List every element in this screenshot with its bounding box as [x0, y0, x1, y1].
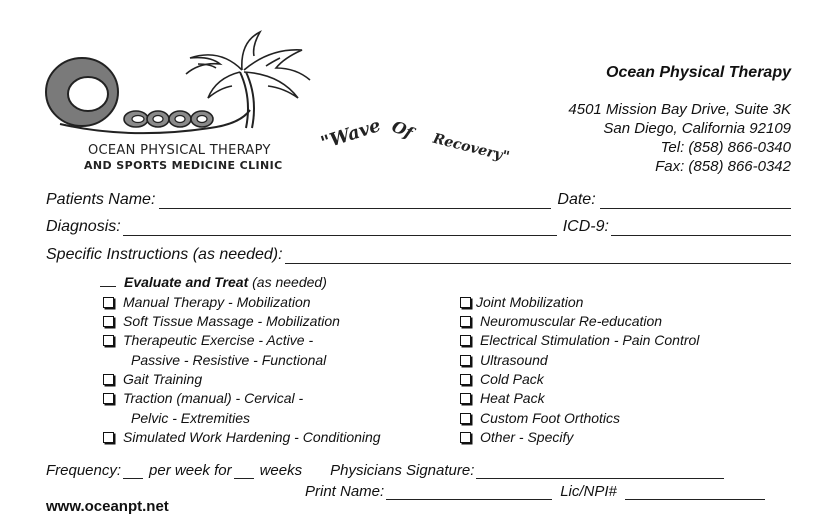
- per-week-label: per week for: [149, 462, 232, 479]
- checkbox[interactable]: [103, 393, 114, 404]
- instructions-label: Specific Instructions (as needed):: [46, 246, 283, 263]
- checkbox[interactable]: [103, 316, 114, 327]
- checklist-item[interactable]: Soft Tissue Massage - Mobilization: [103, 313, 340, 329]
- print-name-field[interactable]: [386, 488, 552, 500]
- clinic-name-line2: AND SPORTS MEDICINE CLINIC: [84, 159, 283, 172]
- checkbox[interactable]: [460, 413, 471, 424]
- contact-block: [568, 64, 791, 176]
- checklist-item[interactable]: Custom Foot Orthotics: [460, 410, 620, 426]
- diagnosis-field[interactable]: [123, 222, 557, 236]
- print-name-label: Print Name:: [305, 483, 385, 500]
- checkbox[interactable]: [103, 297, 114, 308]
- patient-date-row: [46, 191, 791, 209]
- icd-label: ICD-9:: [562, 218, 609, 235]
- checklist-item[interactable]: Cold Pack: [460, 371, 544, 387]
- instructions-row: [46, 246, 791, 264]
- fax-number: Fax: (858) 866-0342: [655, 158, 791, 175]
- checkbox[interactable]: [460, 316, 471, 327]
- date-field[interactable]: [600, 195, 791, 209]
- checklist-item[interactable]: Electrical Stimulation - Pain Control: [460, 332, 699, 348]
- checklist-item[interactable]: Heat Pack: [460, 390, 545, 406]
- clinic-logo: [40, 28, 340, 178]
- frequency-signature-row: [46, 462, 724, 479]
- weeks-field[interactable]: [234, 467, 254, 479]
- checkbox[interactable]: [460, 335, 471, 346]
- checkbox[interactable]: [103, 432, 114, 443]
- address-line-2: San Diego, California 92109: [603, 120, 791, 137]
- website-link[interactable]: www.oceanpt.net: [46, 498, 169, 515]
- frequency-label: Frequency:: [46, 462, 122, 479]
- checkbox[interactable]: [103, 335, 114, 346]
- checklist-item[interactable]: Simulated Work Hardening - Conditioning: [103, 429, 381, 445]
- weeks-label: weeks: [259, 462, 303, 479]
- clinic-name-line1: OCEAN PHYSICAL THERAPY: [88, 143, 271, 158]
- practice-name: Ocean Physical Therapy: [606, 64, 791, 81]
- evaluate-note: (as needed): [248, 274, 327, 290]
- patient-name-field[interactable]: [159, 195, 551, 209]
- instructions-field[interactable]: [285, 250, 791, 264]
- tagline-word-3: Recovery": [431, 130, 512, 166]
- icd-field[interactable]: [611, 222, 791, 236]
- print-name-row: [305, 483, 765, 500]
- checkbox[interactable]: [460, 297, 471, 308]
- evaluate-blank[interactable]: [100, 286, 116, 287]
- phone-number: Tel: (858) 866-0340: [660, 139, 791, 156]
- checkbox[interactable]: [460, 432, 471, 443]
- evaluate-label: Evaluate and Treat: [124, 274, 249, 290]
- diagnosis-icd-row: [46, 218, 791, 236]
- address-line-1: 4501 Mission Bay Drive, Suite 3K: [568, 101, 791, 118]
- date-label: Date:: [557, 191, 596, 208]
- frequency-field[interactable]: [123, 467, 143, 479]
- checklist-item[interactable]: Other - Specify: [460, 429, 573, 445]
- evaluate-treat-option[interactable]: [100, 274, 327, 290]
- checklist-item[interactable]: Traction (manual) - Cervical -: [103, 390, 303, 406]
- checkbox[interactable]: [460, 393, 471, 404]
- lic-npi-field[interactable]: [625, 488, 765, 500]
- tagline-word-2: Of: [389, 116, 416, 143]
- checklist-item[interactable]: Gait Training: [103, 371, 202, 387]
- checklist-item[interactable]: Ultrasound: [460, 352, 548, 368]
- checklist-item-continuation: Pelvic - Extremities: [131, 410, 251, 426]
- checkbox[interactable]: [103, 374, 114, 385]
- checklist-item[interactable]: Joint Mobilization: [460, 294, 583, 310]
- tagline-word-1: "Wave: [318, 114, 384, 155]
- signature-label: Physicians Signature:: [330, 462, 475, 479]
- signature-field[interactable]: [476, 467, 724, 479]
- patient-name-label: Patients Name:: [46, 191, 156, 208]
- checkbox[interactable]: [460, 374, 471, 385]
- lic-npi-label: Lic/NPI#: [560, 483, 617, 500]
- checkbox[interactable]: [460, 355, 471, 366]
- checklist-item[interactable]: Neuromuscular Re-education: [460, 313, 662, 329]
- checklist-item[interactable]: Manual Therapy - Mobilization: [103, 294, 311, 310]
- checklist-item[interactable]: Therapeutic Exercise - Active -: [103, 332, 313, 348]
- checklist-item-continuation: Passive - Resistive - Functional: [131, 352, 327, 368]
- diagnosis-label: Diagnosis:: [46, 218, 121, 235]
